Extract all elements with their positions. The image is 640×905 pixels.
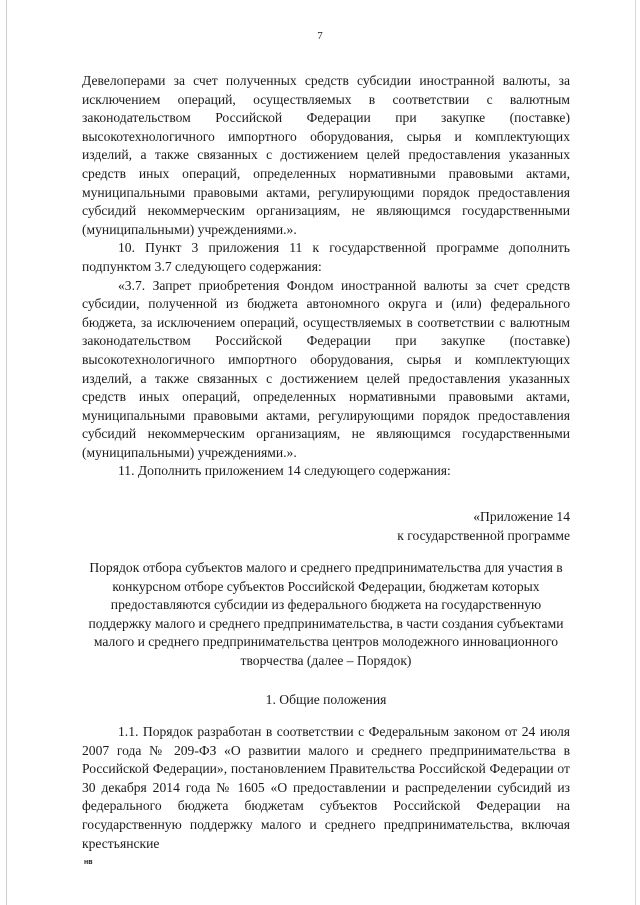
section-body — [82, 723, 570, 853]
body-text — [82, 72, 570, 481]
paragraph-item-11: 11. Дополнить приложением 14 следующего содержания: — [118, 463, 451, 479]
appendix-ref-line-2: к государственной программе — [397, 527, 570, 543]
paragraph-item-10: 10. Пункт 3 приложения 11 к государственной программе дополнить подпунктом 3.7 следующего содержания: — [82, 240, 570, 274]
page-edge-right — [635, 0, 636, 905]
paragraph-continued: Девелоперами за счет полученных средств субсидии иностранной валюты, за исключением операций, осуществляемых в соответствии с валютным законодательством Российской Федерации при закупке (поставке) высокотехнологичного импортного оборудования, сырья и комплектующих изделий, а также связанных с достижением целей предоставления указанных средств иных операций, определенных нормативными правовыми актами, муниципальными правовыми актами, регулирующими порядок предоставления субсидий некоммерческим организациям, не являющимся государственными (муниципальными) учреждениями.». — [82, 73, 570, 237]
page-edge-left — [6, 0, 7, 905]
section-heading: 1. Общие положения — [265, 692, 387, 707]
appendix-reference — [82, 508, 570, 545]
footer-mark: нв — [84, 859, 93, 866]
paragraph-item-3-7: «3.7. Запрет приобретения Фондом иностранной валюты за счет средств субсидии, полученной из бюджета автономного округа и (или) федерального бюджета, за исключением операций, осуществляемых в соответствии с валютным законодательством Российской Федерации при закупке (поставке) высокотехнологичного импортного оборудования, сырья и комплектующих изделий, а также связанных с достижением целей предоставления указанных средств иных операций, определенных нормативными правовыми актами, муниципальными правовыми актами, регулирующими порядок предоставления субсидий некоммерческим организациям, не являющимся государственными (муниципальными) учреждениями.». — [82, 277, 570, 460]
appendix-ref-line-1: «Приложение 14 — [473, 509, 570, 524]
page-number: 7 — [317, 30, 323, 42]
order-title: Порядок отбора субъектов малого и среднего предпринимательства для участия в конкурсном отборе субъектов Российской Федерации, бюджетам которых предоставляются субсидии из федерального бюджета на государственную поддержку малого и среднего предпринимательства, в части создания субъектами малого и среднего предпринимательства центров молодежного инновационного творчества (далее – Порядок) — [88, 560, 564, 668]
paragraph-1-1: 1.1. Порядок разработан в соответствии с Федеральным законом от 24 июля 2007 года № 209-ФЗ «О развитии малого и среднего предпринимательства в Российской Федерации», постановлением Правительства Российской Федерации от 30 декабря 2014 года № 1605 «О предоставлении и распределении субсидий из федерального бюджета бюджетам субъектов Российской Федерации на государственную поддержку малого и среднего предпринимательства, включая крестьянские — [82, 724, 570, 851]
